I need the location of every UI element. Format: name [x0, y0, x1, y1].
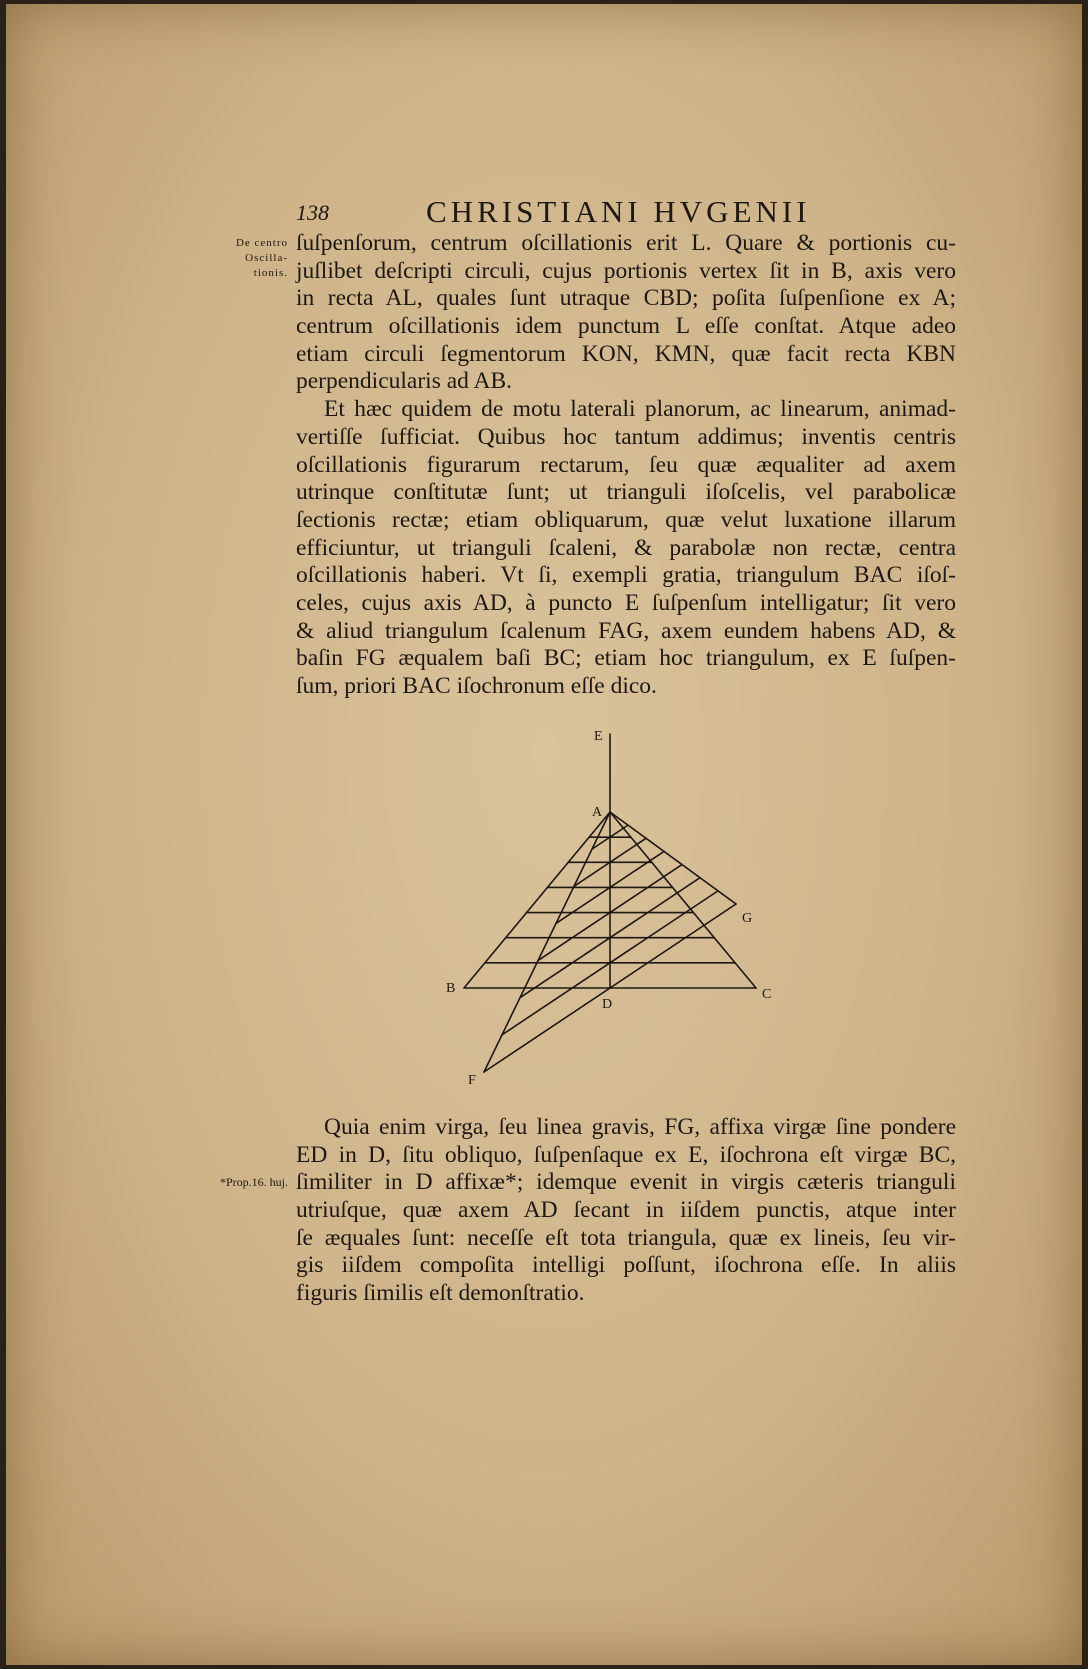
text-line: & aliud triangulum ſcalenum FAG, axem eundem habens AD, &: [296, 617, 956, 644]
text-line: vertiſſe ſufficiat. Quibus hoc tantum addimus; inventis centris: [296, 423, 956, 450]
text-line: utrinque conſtitutæ ſunt; ut trianguli iſoſcelis, vel parabolicæ: [296, 479, 956, 506]
text-line: oſcillationis haberi. Vt ſi, exempli gratia, triangulum BAC iſoſ-: [296, 562, 956, 589]
text-line: ED in D, ſitu obliquo, ſuſpenſaque ex E, iſochrona eſt virgæ BC,: [296, 1141, 956, 1168]
text-line: figuris ſimilis eſt demonſtratio.: [296, 1280, 585, 1307]
text-line: celes, cujus axis AD, à puncto E ſuſpenſum intelligatur; ſit vero: [296, 589, 956, 616]
triangle-side-ac: [610, 812, 756, 988]
triangle-side-ag: [610, 812, 736, 904]
label-a: A: [592, 805, 603, 820]
page: [6, 4, 1082, 1665]
text-line: centrum oſcillationis idem punctum L eſſe conſtat. Atque adeo: [296, 313, 956, 340]
text-line: ſum, priori BAC iſochronum eſſe dico.: [296, 673, 657, 699]
text-line: oſcillationis figurarum rectarum, ſeu quæ æqualiter ad axem: [296, 451, 956, 478]
text-line: Et hæc quidem de motu laterali planorum, ac linearum, animad-: [324, 396, 956, 423]
text-line: ſe æquales ſunt: neceſſe eſt tota triangula, quæ ex lineis, ſeu vir-: [296, 1224, 956, 1251]
text-line: gis iiſdem compoſita intelligi poſſunt, iſochrona eſſe. In aliis: [296, 1252, 956, 1279]
text-line: juſlibet deſcripti circuli, cujus portionis vertex ſit in B, axis vero: [296, 257, 956, 284]
text-line: ſectionis rectæ; etiam obliquarum, quæ velut luxatione illarum: [296, 506, 956, 533]
text-line: Quia enim virga, ſeu linea gravis, FG, affixa virgæ ſine pondere: [324, 1114, 956, 1140]
text-line: efficiuntur, ut trianguli ſcaleni, & parabolæ non rectæ, centra: [296, 534, 956, 561]
running-head: [296, 194, 956, 234]
text-line: utriuſque, quæ axem AD ſecant in iiſdem punctis, atque inter: [296, 1197, 956, 1224]
text-line: baſin FG æqualem baſi BC; etiam hoc triangulum, ex E ſuſpen-: [296, 645, 956, 672]
text-line: perpendicularis ad AB.: [296, 368, 513, 395]
paragraph-3: [296, 1114, 956, 1308]
text-line: etiam circuli ſegmentorum KON, KMN, quæ facit recta KBN: [296, 340, 956, 367]
label-g: G: [742, 911, 753, 926]
label-d: D: [602, 997, 613, 1012]
margin-note-line: De centro: [235, 237, 288, 249]
margin-note-prop: *Prop.16. huj.: [219, 1175, 288, 1189]
label-b: B: [446, 981, 456, 996]
text-line: ſuſpenſorum, centrum oſcillationis erit L. Quare & portionis cu-: [296, 230, 956, 256]
page-number: 138: [296, 200, 329, 225]
running-title: CHRISTIANI HVGENII: [426, 194, 811, 229]
label-c: C: [762, 987, 772, 1002]
margin-note-line: tionis.: [253, 267, 288, 279]
margin-note-de-centro: [176, 236, 288, 281]
text-line: ſimiliter in D affixæ*; idemque evenit in virgis cæteris trianguli: [296, 1169, 956, 1196]
text-line: in recta AL, quales ſunt utraque CBD; poſita ſuſpenſione ex A;: [296, 285, 956, 312]
margin-note-line: Oscilla-: [245, 252, 288, 264]
triangle-figure: [446, 724, 806, 1084]
label-e: E: [594, 729, 603, 744]
paragraph-1: [296, 230, 956, 701]
label-f: F: [468, 1073, 476, 1084]
